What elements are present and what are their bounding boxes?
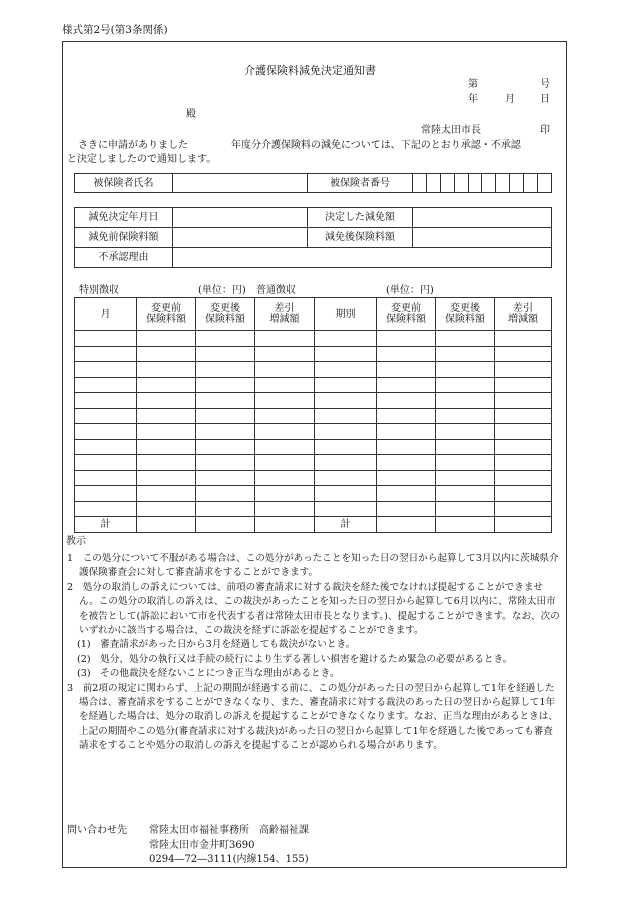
contact-address: 常陸太田市金井町3690 xyxy=(149,840,255,851)
table-cell xyxy=(315,393,377,409)
total-label-ordinary: 計 xyxy=(315,517,377,533)
collection-table xyxy=(74,297,552,533)
table-cell xyxy=(436,393,495,409)
table-cell xyxy=(75,346,137,362)
table-cell xyxy=(315,377,377,393)
ordinary-label: 普通徴収 xyxy=(256,285,296,296)
table-row xyxy=(75,486,552,502)
table-cell xyxy=(436,470,495,486)
addressee-suffix: 殿 xyxy=(186,109,196,120)
num-cell xyxy=(524,174,538,193)
table-cell xyxy=(315,346,377,362)
table-cell xyxy=(75,393,137,409)
col-period: 期別 xyxy=(315,298,377,331)
table-cell xyxy=(255,439,315,455)
table-cell xyxy=(315,470,377,486)
table-cell xyxy=(315,501,377,517)
table-cell xyxy=(137,501,196,517)
table-row xyxy=(75,501,552,517)
table-cell xyxy=(436,408,495,424)
table-cell xyxy=(75,377,137,393)
table-cell xyxy=(255,362,315,378)
table-cell xyxy=(137,439,196,455)
table-cell xyxy=(196,331,255,347)
decision-date-field xyxy=(173,208,308,228)
table-cell xyxy=(315,455,377,471)
table-cell xyxy=(495,486,552,502)
col-month: 月 xyxy=(75,298,137,331)
table-row xyxy=(75,408,552,424)
table-cell xyxy=(75,439,137,455)
table-cell xyxy=(495,439,552,455)
table-cell xyxy=(315,424,377,440)
instruction-2: 2 処分の取消しの訴えについては、前項の審査請求に対する裁決を経た後でなければ提起することができません。この処分の取消しの訴えは、この裁決があったことを知った日の翌日から起算して6月以内に、常陸太田市を被告として(訴訟において市を代表する者は常陸太田市長となります。)、提起することができます。なお、次のいずれかに該当する場合は、この裁決を経ずに訴訟を提起することができます。 xyxy=(67,581,560,637)
num-cell xyxy=(538,174,552,193)
num-cell xyxy=(482,174,496,193)
col-special-diff: 差引 増減額 xyxy=(255,298,315,331)
table-cell xyxy=(315,331,377,347)
table-cell xyxy=(137,377,196,393)
date-month: 月 xyxy=(505,94,515,105)
table-cell xyxy=(377,439,436,455)
seal-mark: 印 xyxy=(540,125,550,136)
table-cell xyxy=(436,377,495,393)
insured-name-label: 被保険者氏名 xyxy=(75,174,173,193)
instruction-2-3: (3) その他裁決を経ないことにつき正当な理由があるとき。 xyxy=(77,668,340,680)
table-cell xyxy=(377,486,436,502)
decided-amount-field xyxy=(413,208,552,228)
col-ordinary-after: 変更後 保険料額 xyxy=(436,298,495,331)
total-label-special: 計 xyxy=(75,517,137,533)
table-cell xyxy=(255,486,315,502)
table-row xyxy=(75,393,552,409)
table-cell xyxy=(255,393,315,409)
insured-table xyxy=(74,173,552,193)
table-cell xyxy=(255,455,315,471)
table-cell xyxy=(75,362,137,378)
table-row xyxy=(75,439,552,455)
table-cell xyxy=(255,377,315,393)
ordinary-unit: (単位：円) xyxy=(386,285,434,296)
table-cell xyxy=(436,439,495,455)
col-special-after: 変更後 保険料額 xyxy=(196,298,255,331)
num-cell xyxy=(413,174,427,193)
date-year: 年 xyxy=(468,94,478,105)
intro-line-1b: 年度分介護保険料の減免については、下記のとおり承認・不承認 xyxy=(231,140,521,151)
table-row xyxy=(75,362,552,378)
table-row xyxy=(75,455,552,471)
table-cell xyxy=(137,331,196,347)
total-cell xyxy=(436,517,495,533)
table-cell xyxy=(137,408,196,424)
table-row xyxy=(75,377,552,393)
document-title: 介護保険料減免決定通知書 xyxy=(244,64,376,77)
table-cell xyxy=(137,362,196,378)
num-cell xyxy=(510,174,524,193)
reduction-table xyxy=(74,207,552,268)
table-cell xyxy=(75,470,137,486)
table-cell xyxy=(377,455,436,471)
table-cell xyxy=(75,408,137,424)
table-cell xyxy=(495,501,552,517)
table-cell xyxy=(196,346,255,362)
table-cell xyxy=(137,486,196,502)
table-cell xyxy=(377,424,436,440)
total-cell xyxy=(495,517,552,533)
before-amount-label: 減免前保険料額 xyxy=(75,228,173,248)
col-ordinary-before: 変更前 保険料額 xyxy=(377,298,436,331)
table-cell xyxy=(196,486,255,502)
table-cell xyxy=(315,408,377,424)
contact-phone: 0294―72―3111(内線154、155) xyxy=(149,854,309,865)
total-cell xyxy=(137,517,196,533)
table-cell xyxy=(495,362,552,378)
intro-line-2: と決定しましたので通知します。 xyxy=(67,154,217,165)
table-row xyxy=(75,424,552,440)
decision-date-label: 減免決定年月日 xyxy=(75,208,173,228)
table-cell xyxy=(495,408,552,424)
table-cell xyxy=(315,362,377,378)
table-row xyxy=(75,346,552,362)
table-cell xyxy=(75,331,137,347)
table-cell xyxy=(377,408,436,424)
table-cell xyxy=(315,486,377,502)
table-cell xyxy=(137,455,196,471)
table-cell xyxy=(196,377,255,393)
col-special-before: 変更前 保険料額 xyxy=(137,298,196,331)
table-row xyxy=(75,331,552,347)
num-cell xyxy=(440,174,454,193)
table-cell xyxy=(75,486,137,502)
table-cell xyxy=(137,424,196,440)
col-ordinary-diff: 差引 増減額 xyxy=(495,298,552,331)
insured-number-label: 被保険者番号 xyxy=(308,174,413,193)
reject-reason-label: 不承認理由 xyxy=(75,248,173,268)
table-cell xyxy=(315,439,377,455)
table-cell xyxy=(377,470,436,486)
table-row xyxy=(75,470,552,486)
table-cell xyxy=(495,377,552,393)
table-cell xyxy=(196,408,255,424)
table-cell xyxy=(377,393,436,409)
table-cell xyxy=(436,486,495,502)
table-cell xyxy=(495,331,552,347)
table-cell xyxy=(377,331,436,347)
table-cell xyxy=(137,470,196,486)
total-cell xyxy=(377,517,436,533)
after-amount-field xyxy=(413,228,552,248)
after-amount-label: 減免後保険料額 xyxy=(308,228,413,248)
table-cell xyxy=(436,346,495,362)
table-cell xyxy=(255,408,315,424)
intro-line-1a: さきに申請がありました xyxy=(78,140,188,151)
table-cell xyxy=(495,470,552,486)
table-cell xyxy=(196,501,255,517)
num-cell xyxy=(496,174,510,193)
form-label: 様式第2号(第3条関係) xyxy=(62,24,168,36)
table-cell xyxy=(495,393,552,409)
issuer: 常陸太田市長 xyxy=(421,125,481,136)
table-cell xyxy=(495,455,552,471)
insured-name-field xyxy=(173,174,308,193)
number-prefix: 第 xyxy=(468,79,478,90)
decided-amount-label: 決定した減免額 xyxy=(308,208,413,228)
table-cell xyxy=(255,424,315,440)
table-cell xyxy=(436,455,495,471)
num-cell xyxy=(468,174,482,193)
num-cell xyxy=(454,174,468,193)
table-cell xyxy=(196,424,255,440)
table-cell xyxy=(436,362,495,378)
table-cell xyxy=(75,455,137,471)
instruction-1: 1 この処分について不服がある場合は、この処分があったことを知った日の翌日から起算して3月以内に茨城県介護保険審査会に対して審査請求をすることができます。 xyxy=(67,553,559,579)
total-cell xyxy=(255,517,315,533)
number-suffix: 号 xyxy=(540,79,550,90)
table-cell xyxy=(255,346,315,362)
table-cell xyxy=(137,346,196,362)
instruction-2-1: (1) 審査請求があった日から3月を経過しても裁決がないとき。 xyxy=(77,639,356,651)
table-cell xyxy=(75,501,137,517)
table-cell xyxy=(255,470,315,486)
instructions-title: 教示 xyxy=(66,536,86,547)
instruction-3: 3 前2項の規定に関わらず、上記の期間が経過する前に、この処分があった日の翌日から起算して1年を経過した場合は、審査請求をすることができなくなり、また、審査請求に対する裁決のあった日の翌日から起算して1年を経過した場合は、処分の取消しの訴えを提起することができなくなります。なお、正当な理由があるときは、上記の期間やこの処分(審査請求に対する裁決)があった日の翌日から起算して1年を経過した後であっても審査請求をすることや処分の取消しの訴えを提起することが認められる場合があります。 xyxy=(67,682,558,752)
table-cell xyxy=(75,424,137,440)
total-cell xyxy=(196,517,255,533)
table-cell xyxy=(495,424,552,440)
table-cell xyxy=(377,501,436,517)
table-cell xyxy=(196,470,255,486)
table-cell xyxy=(196,393,255,409)
table-cell xyxy=(255,331,315,347)
table-cell xyxy=(377,346,436,362)
date-day: 日 xyxy=(540,94,550,105)
instruction-2-2: (2) 処分、処分の執行又は手続の続行により生ずる著しい損害を避けるため緊急の必要があるとき。 xyxy=(77,653,513,665)
table-cell xyxy=(137,393,196,409)
table-cell xyxy=(436,331,495,347)
special-label: 特別徴収 xyxy=(79,285,119,296)
special-unit: (単位：円) xyxy=(198,285,246,296)
instructions-block xyxy=(67,552,562,754)
before-amount-field xyxy=(173,228,308,248)
table-cell xyxy=(255,501,315,517)
table-cell xyxy=(196,362,255,378)
contact-label: 問い合わせ先 xyxy=(67,825,127,836)
table-cell xyxy=(495,346,552,362)
contact-office: 常陸太田市福祉事務所 高齢福祉課 xyxy=(149,825,309,836)
table-cell xyxy=(377,377,436,393)
table-cell xyxy=(436,501,495,517)
table-cell xyxy=(196,439,255,455)
table-cell xyxy=(196,455,255,471)
table-cell xyxy=(377,362,436,378)
table-cell xyxy=(436,424,495,440)
reject-reason-field xyxy=(173,248,552,268)
num-cell xyxy=(426,174,440,193)
